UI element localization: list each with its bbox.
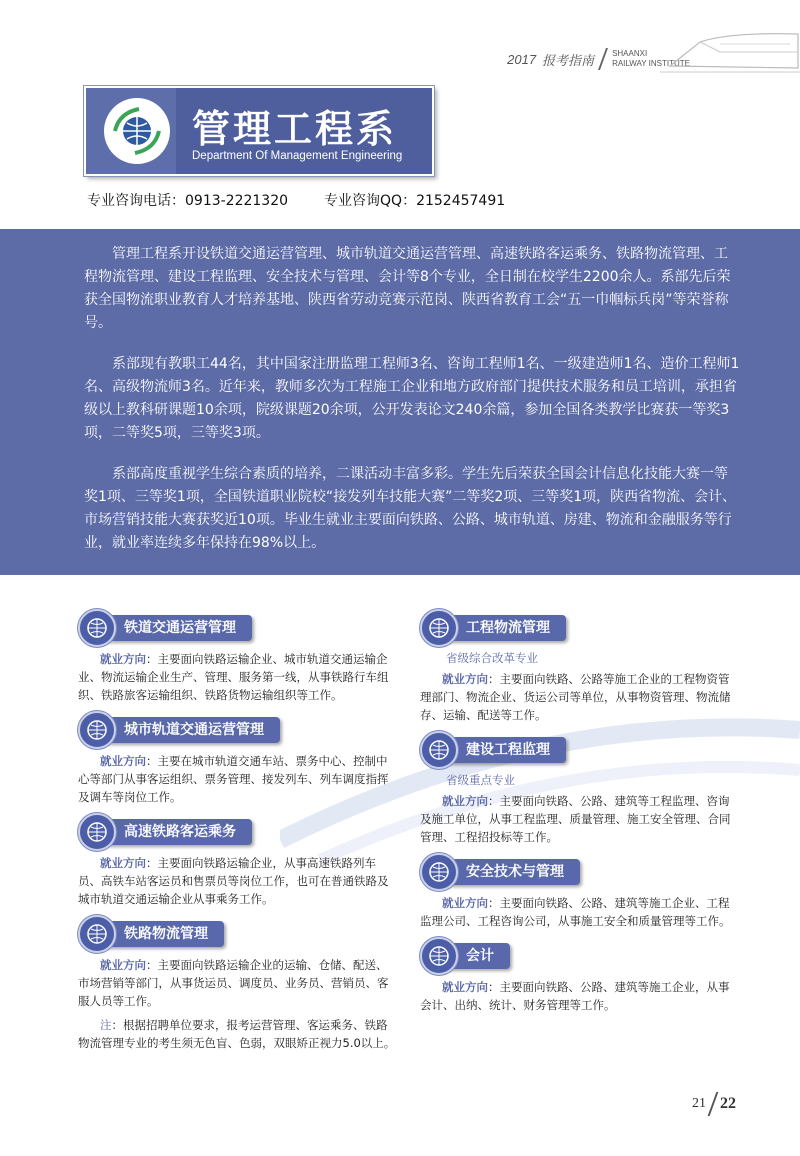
major-title: 铁路物流管理: [104, 921, 224, 947]
left-majors-column: [78, 612, 396, 1062]
major-section: [78, 918, 396, 1052]
major-section: [420, 856, 738, 930]
department-logo-icon: [104, 98, 170, 164]
globe-icon: [420, 937, 458, 975]
brand-year: 2017: [507, 51, 537, 67]
intro-paragraph-3: 系部高度重视学生综合素质的培养，二课活动丰富多彩。学生先后荣获全国会计信息化技能大赛一等奖1项、三等奖1项，全国铁道职业院校“接发列车技能大赛”二等奖2项、三等奖1项，陕西省物流、会计、市场营销技能大赛获奖近10项。毕业生就业主要面向铁路、公路、城市轨道、房建、物流和金融服务等行业，就业率连续多年保持在98%以上。: [84, 466, 737, 551]
intro-block: [0, 229, 800, 575]
globe-icon: [78, 813, 116, 851]
major-title: 工程物流管理: [446, 615, 566, 641]
train-icon: [660, 22, 800, 82]
major-section: [420, 734, 738, 846]
globe-icon: [78, 609, 116, 647]
globe-icon: [420, 609, 458, 647]
major-section: [420, 940, 738, 1014]
page-number-divider: [708, 1092, 719, 1116]
major-section: [78, 714, 396, 806]
globe-icon: [78, 915, 116, 953]
right-majors-column: [420, 612, 738, 1024]
globe-icon: [420, 731, 458, 769]
brand-title: 报考指南: [542, 53, 595, 69]
major-heading: [78, 918, 396, 950]
major-title: 铁道交通运营管理: [104, 615, 252, 641]
department-banner: [84, 86, 434, 176]
major-employment: 就业方向：主要面向铁路运输企业、城市轨道交通运输企业、物流运输企业生产、管理、服务第一线，从事铁路行车组织、铁路旅客运输组织、铁路货物运输组织等工作。: [78, 652, 389, 702]
major-section: [78, 612, 396, 704]
department-title: 管理工程系: [192, 107, 398, 151]
major-heading: [420, 940, 738, 972]
major-heading: [420, 734, 738, 766]
major-employment: 就业方向：主要面向铁路运输企业的运输、仓储、配送、市场营销等部门，从事货运员、调度员、业务员、营销员、客服人员等工作。: [78, 958, 389, 1008]
major-heading: [420, 612, 738, 644]
major-title: 高速铁路客运乘务: [104, 819, 252, 845]
major-heading: [78, 612, 396, 644]
major-heading: [78, 816, 396, 848]
major-title: 建设工程监理: [446, 737, 566, 763]
intro-paragraph-1: 管理工程系开设铁道交通运营管理、城市轨道交通运营管理、高速铁路客运乘务、铁路物流管理、工程物流管理、建设工程监理、安全技术与管理、会计等8个专业，全日制在校学生2200余人。系部先后荣获全国物流职业教育人才培养基地、陕西省劳动竞赛示范岗、陕西省教育工会“五一巾帼标兵岗”等荣誉称号。: [84, 246, 731, 331]
major-section: [78, 816, 396, 908]
major-employment: 就业方向：主要在城市轨道交通车站、票务中心、控制中心等部门从事客运组织、票务管理、接发列车、列车调度指挥及调车等岗位工作。: [78, 754, 389, 804]
brand-school-line1: SHAANXI: [612, 49, 648, 58]
contact-phone: 专业咨询电话：0913-2221320: [87, 193, 289, 209]
major-employment: 就业方向：主要面向铁路、公路、建筑等施工企业、工程监理公司、工程咨询公司，从事施工安全和质量管理等工作。: [420, 896, 731, 928]
major-title: 安全技术与管理: [446, 859, 580, 885]
major-employment: 就业方向：主要面向铁路、公路、建筑等施工企业，从事会计、出纳、统计、财务管理等工作。: [420, 980, 730, 1012]
brand-school-line2: RAILWAY INSTITUTE: [612, 59, 690, 68]
major-heading: [78, 714, 396, 746]
major-note: 注：根据招聘单位要求，报考运营管理、客运乘务、铁路物流管理专业的考生须无色盲、色弱，双眼矫正视力5.0以上。: [78, 1018, 396, 1050]
major-employment: 就业方向：主要面向铁路、公路等施工企业的工程物资管理部门、物流企业、货运公司等单位，从事物资管理、物流储存、运输、配送等工作。: [420, 672, 731, 722]
major-tag: 省级重点专业: [446, 773, 515, 787]
globe-icon: [78, 711, 116, 749]
department-subtitle: Department Of Management Engineering: [192, 150, 403, 162]
major-title: 会计: [446, 943, 510, 969]
page-number: [692, 1092, 736, 1116]
major-heading: [420, 856, 738, 888]
contact-qq: 专业咨询QQ：2152457491: [324, 193, 506, 209]
page-number-left: 21: [692, 1096, 706, 1111]
globe-icon: [420, 853, 458, 891]
intro-paragraph-2: 系部现有教职工44名，其中国家注册监理工程师3名、咨询工程师1名、一级建造师1名、造价工程师1名、高级物流师3名。近年来，教师多次为工程施工企业和地方政府部门提供技术服务和员工培训，承担省级以上教科研课题10余项，院级课题20余项，公开发表论文240余篇，参加全国各类教学比赛获一等奖3项，二等奖5项，三等奖3项。: [84, 356, 740, 441]
brand-divider: [598, 48, 608, 70]
contact-info: [87, 190, 505, 210]
major-tag: 省级综合改革专业: [446, 651, 538, 665]
major-employment: 就业方向：主要面向铁路运输企业，从事高速铁路列车员、高铁车站客运员和售票员等岗位工作，也可在普通铁路及城市轨道交通运输企业从事乘务工作。: [78, 856, 389, 906]
major-section: [420, 612, 738, 724]
major-employment: 就业方向：主要面向铁路、公路、建筑等工程监理、咨询及施工单位，从事工程监理、质量管理、施工安全管理、合同管理、工程招投标等工作。: [420, 794, 731, 844]
page-number-right: 22: [720, 1095, 736, 1112]
major-title: 城市轨道交通运营管理: [104, 717, 280, 743]
